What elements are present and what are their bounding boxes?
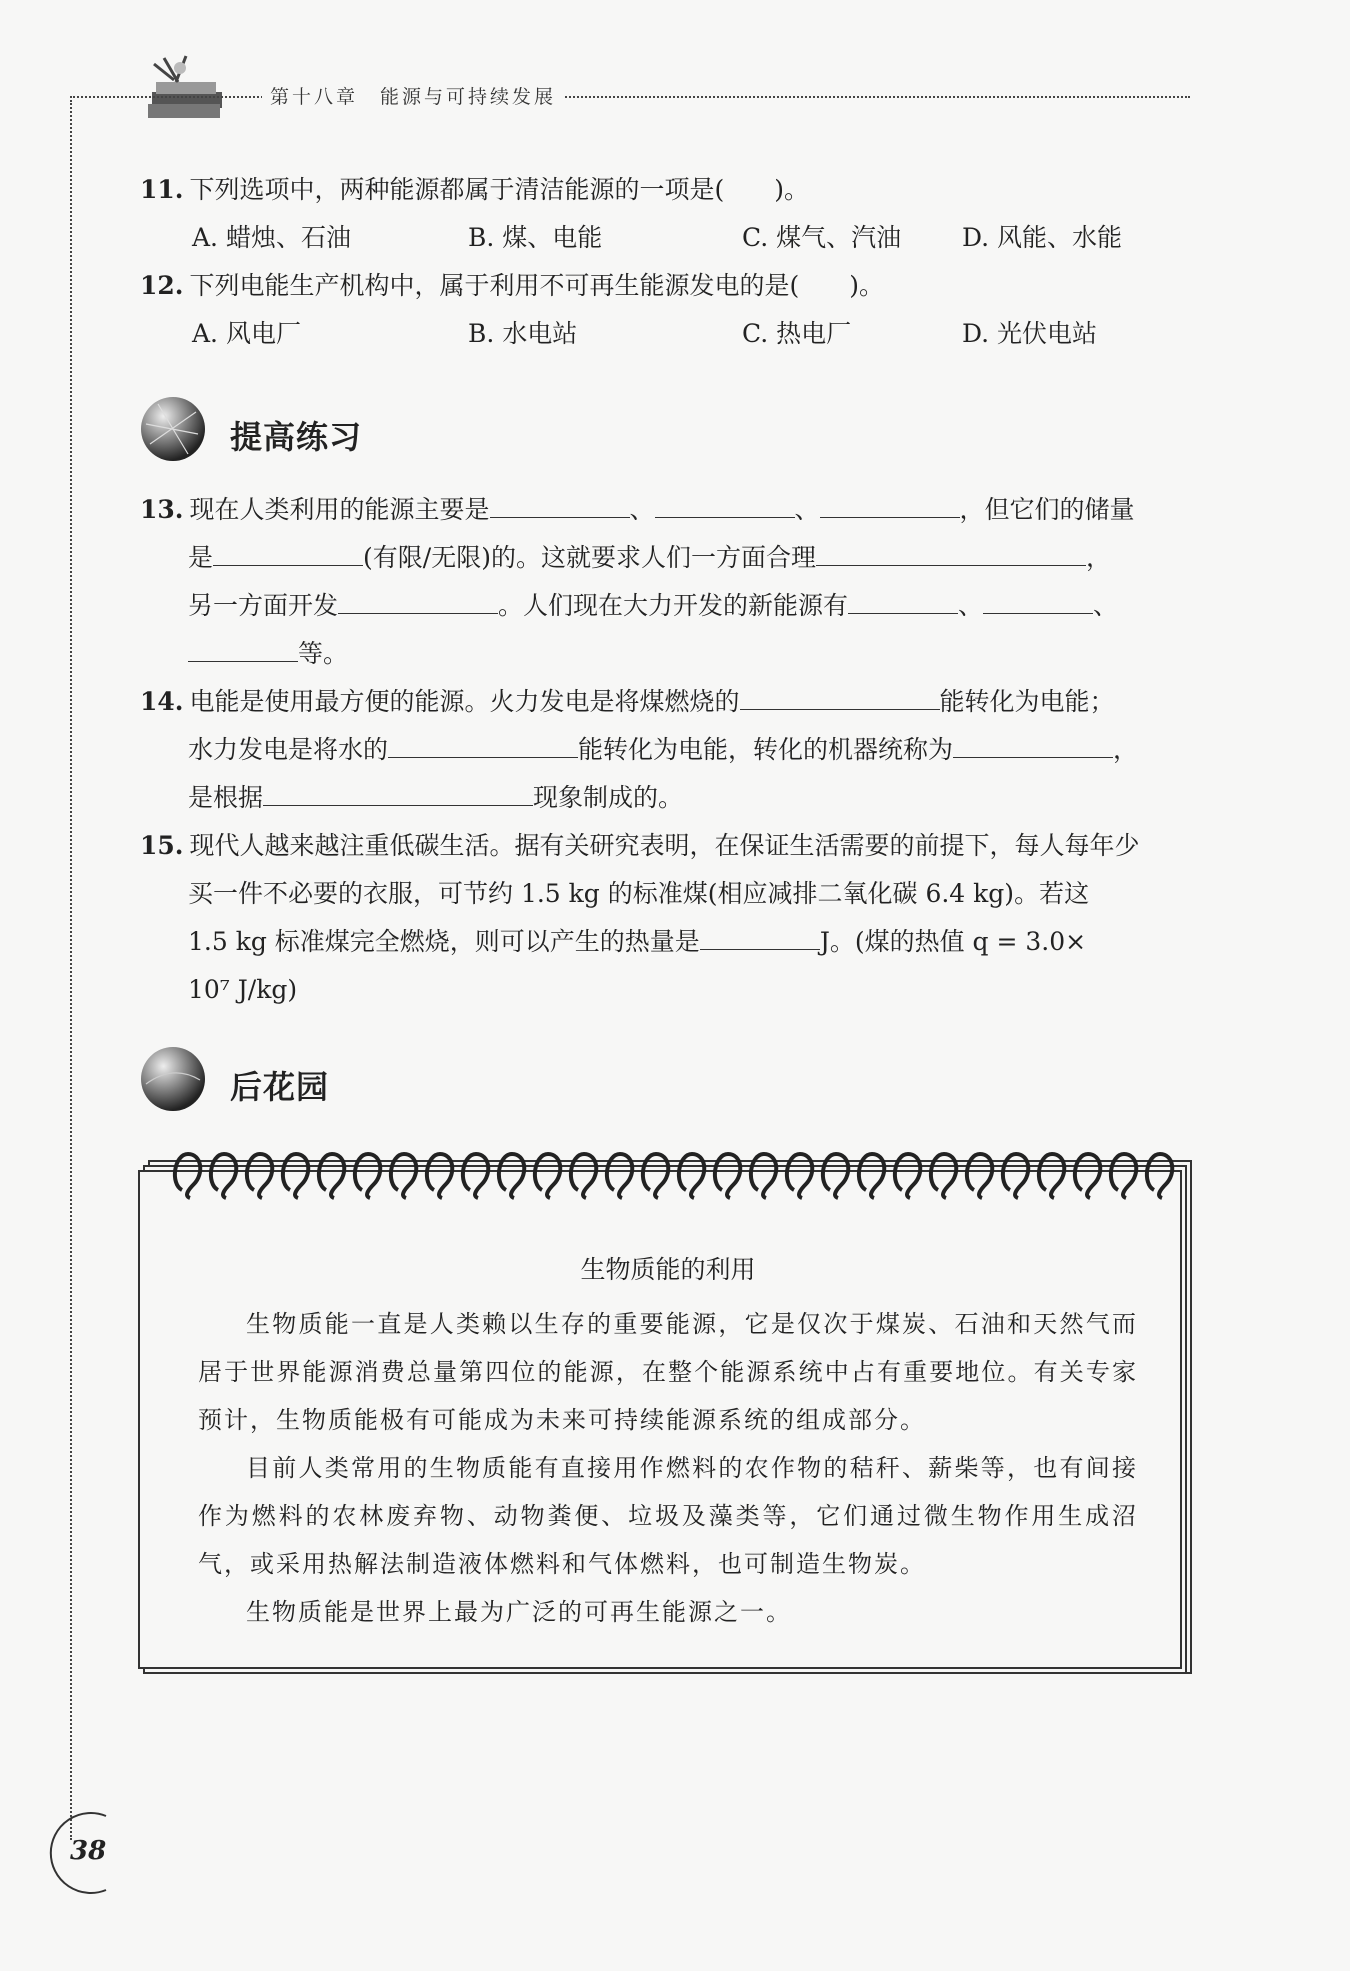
spiral-ring xyxy=(787,1154,812,1198)
question-text: 等。 xyxy=(298,639,349,668)
question-12 xyxy=(140,262,1200,310)
answer-blank[interactable] xyxy=(848,583,958,614)
answer-blank[interactable] xyxy=(700,919,820,950)
globe-icon xyxy=(138,1044,208,1114)
spiral-ring xyxy=(391,1154,416,1198)
spiral-ring xyxy=(571,1154,596,1198)
reading-paragraph: 生物质能是世界上最为广泛的可再生能源之一。 xyxy=(246,1598,792,1626)
reading-paragraph: 生物质能一直是人类赖以生存的重要能源，它是仅次于煤炭、石油和天然气而居于世界能源消费总量第四位的能源，在整个能源系统中占有重要地位。有关专家预计，生物质能极有可能成为未来可持续能源系统的组成部分。 xyxy=(198,1310,1138,1434)
spiral-ring xyxy=(679,1154,704,1198)
option-c: C. 煤气、汽油 xyxy=(742,223,902,252)
section-heading-garden xyxy=(138,1044,538,1124)
question-text: 能转化为电能； xyxy=(939,687,1115,716)
answer-blank[interactable] xyxy=(655,487,795,518)
spiral-ring xyxy=(211,1154,236,1198)
page-number: 38 xyxy=(70,1836,107,1866)
option-b: B. 水电站 xyxy=(468,319,578,348)
separator: 、 xyxy=(1093,591,1119,620)
reading-body xyxy=(198,1300,1138,1636)
question-text: ， xyxy=(1085,543,1111,572)
question-text: 电能是使用最方便的能源。火力发电是将煤燃烧的 xyxy=(189,687,740,716)
question-number: 15. xyxy=(140,831,184,860)
spiral-ring xyxy=(427,1154,452,1198)
question-text: 能转化为电能，转化的机器统称为 xyxy=(578,735,954,764)
spiral-ring xyxy=(535,1154,560,1198)
spiral-ring xyxy=(859,1154,884,1198)
question-text: J。(煤的热值 q = 3.0× xyxy=(819,927,1087,956)
question-12-options xyxy=(192,310,1192,358)
question-13 xyxy=(140,486,1200,678)
spiral-ring xyxy=(1075,1154,1100,1198)
answer-blank[interactable] xyxy=(820,487,960,518)
spiral-ring xyxy=(607,1154,632,1198)
spiral-ring xyxy=(1147,1154,1172,1198)
option-d: D. 光伏电站 xyxy=(962,319,1098,348)
spiral-ring xyxy=(247,1154,272,1198)
question-text: 下列选项中，两种能源都属于清洁能源的一项是( )。 xyxy=(189,175,810,204)
spiral-ring xyxy=(895,1154,920,1198)
section-title: 后花园 xyxy=(230,1068,330,1106)
question-number: 12. xyxy=(140,271,184,300)
question-15 xyxy=(140,822,1200,1014)
answer-blank[interactable] xyxy=(213,535,363,566)
spiral-ring xyxy=(643,1154,668,1198)
question-11 xyxy=(140,166,1200,214)
spiral-binding-icon xyxy=(168,1144,1178,1204)
spiral-ring xyxy=(1111,1154,1136,1198)
question-number: 13. xyxy=(140,495,184,524)
question-text: 现象制成的。 xyxy=(533,783,684,812)
question-14 xyxy=(140,678,1200,822)
question-text: ，但它们的储量 xyxy=(959,495,1135,524)
question-text: 是 xyxy=(188,543,214,572)
margin-dotted-line xyxy=(70,100,72,1840)
spiral-ring xyxy=(499,1154,524,1198)
answer-blank[interactable] xyxy=(263,775,533,806)
section-heading-improve xyxy=(138,394,538,474)
reading-notebook xyxy=(138,1140,1198,1680)
question-text: ， xyxy=(1113,735,1139,764)
question-text: (有限/无限)的。这就要求人们一方面合理 xyxy=(363,543,816,572)
answer-blank[interactable] xyxy=(983,583,1093,614)
question-number: 14. xyxy=(140,687,184,716)
spiral-ring xyxy=(1039,1154,1064,1198)
spiral-ring xyxy=(931,1154,956,1198)
spiral-ring xyxy=(715,1154,740,1198)
separator: 、 xyxy=(958,591,984,620)
section-title: 提高练习 xyxy=(230,418,363,456)
header-dotted-line xyxy=(70,96,1190,98)
option-a: A. 风电厂 xyxy=(192,319,301,348)
option-d: D. 风能、水能 xyxy=(962,223,1123,252)
spiral-ring xyxy=(319,1154,344,1198)
spiral-ring xyxy=(463,1154,488,1198)
answer-blank[interactable] xyxy=(388,727,578,758)
reading-paragraph: 目前人类常用的生物质能有直接用作燃料的农作物的秸秆、薪柴等，也有间接作为燃料的农林废弃物、动物粪便、垃圾及藻类等，它们通过微生物作用生成沼气，或采用热解法制造液体燃料和气体燃料，也可制造生物炭。 xyxy=(198,1454,1138,1578)
question-text: 水力发电是将水的 xyxy=(188,735,389,764)
question-text: 买一件不必要的衣服，可节约 1.5 kg 的标准煤(相应减排二氧化碳 6.4 kg)。若这 xyxy=(188,879,1090,908)
spiral-ring xyxy=(751,1154,776,1198)
book-logo-icon xyxy=(134,52,230,132)
globe-icon xyxy=(138,394,208,464)
separator: 、 xyxy=(629,495,655,524)
option-b: B. 煤、电能 xyxy=(468,223,603,252)
separator: 、 xyxy=(794,495,820,524)
question-text: 另一方面开发 xyxy=(188,591,339,620)
reading-title: 生物质能的利用 xyxy=(580,1255,756,1284)
spiral-ring xyxy=(175,1154,200,1198)
answer-blank[interactable] xyxy=(188,631,298,662)
spiral-ring xyxy=(1003,1154,1028,1198)
spiral-ring xyxy=(283,1154,308,1198)
question-number: 11. xyxy=(140,175,184,204)
question-text: 10⁷ J/kg) xyxy=(188,975,298,1004)
question-text: 是根据 xyxy=(188,783,264,812)
option-a: A. 蜡烛、石油 xyxy=(192,223,351,252)
chapter-title: 第十八章 能源与可持续发展 xyxy=(262,82,564,109)
question-text: 1.5 kg 标准煤完全燃烧，则可以产生的热量是 xyxy=(188,927,700,956)
question-text: 现在人类利用的能源主要是 xyxy=(189,495,490,524)
answer-blank[interactable] xyxy=(816,535,1086,566)
question-text: 下列电能生产机构中，属于利用不可再生能源发电的是( )。 xyxy=(189,271,885,300)
question-11-options xyxy=(192,214,1192,262)
spiral-ring xyxy=(823,1154,848,1198)
question-text: 。人们现在大力开发的新能源有 xyxy=(498,591,849,620)
answer-blank[interactable] xyxy=(740,679,940,710)
answer-blank[interactable] xyxy=(490,487,630,518)
spiral-ring xyxy=(967,1154,992,1198)
option-c: C. 热电厂 xyxy=(742,319,852,348)
spiral-ring xyxy=(355,1154,380,1198)
question-text: 现代人越来越注重低碳生活。据有关研究表明，在保证生活需要的前提下，每人每年少 xyxy=(189,831,1140,860)
answer-blank[interactable] xyxy=(338,583,498,614)
answer-blank[interactable] xyxy=(953,727,1113,758)
